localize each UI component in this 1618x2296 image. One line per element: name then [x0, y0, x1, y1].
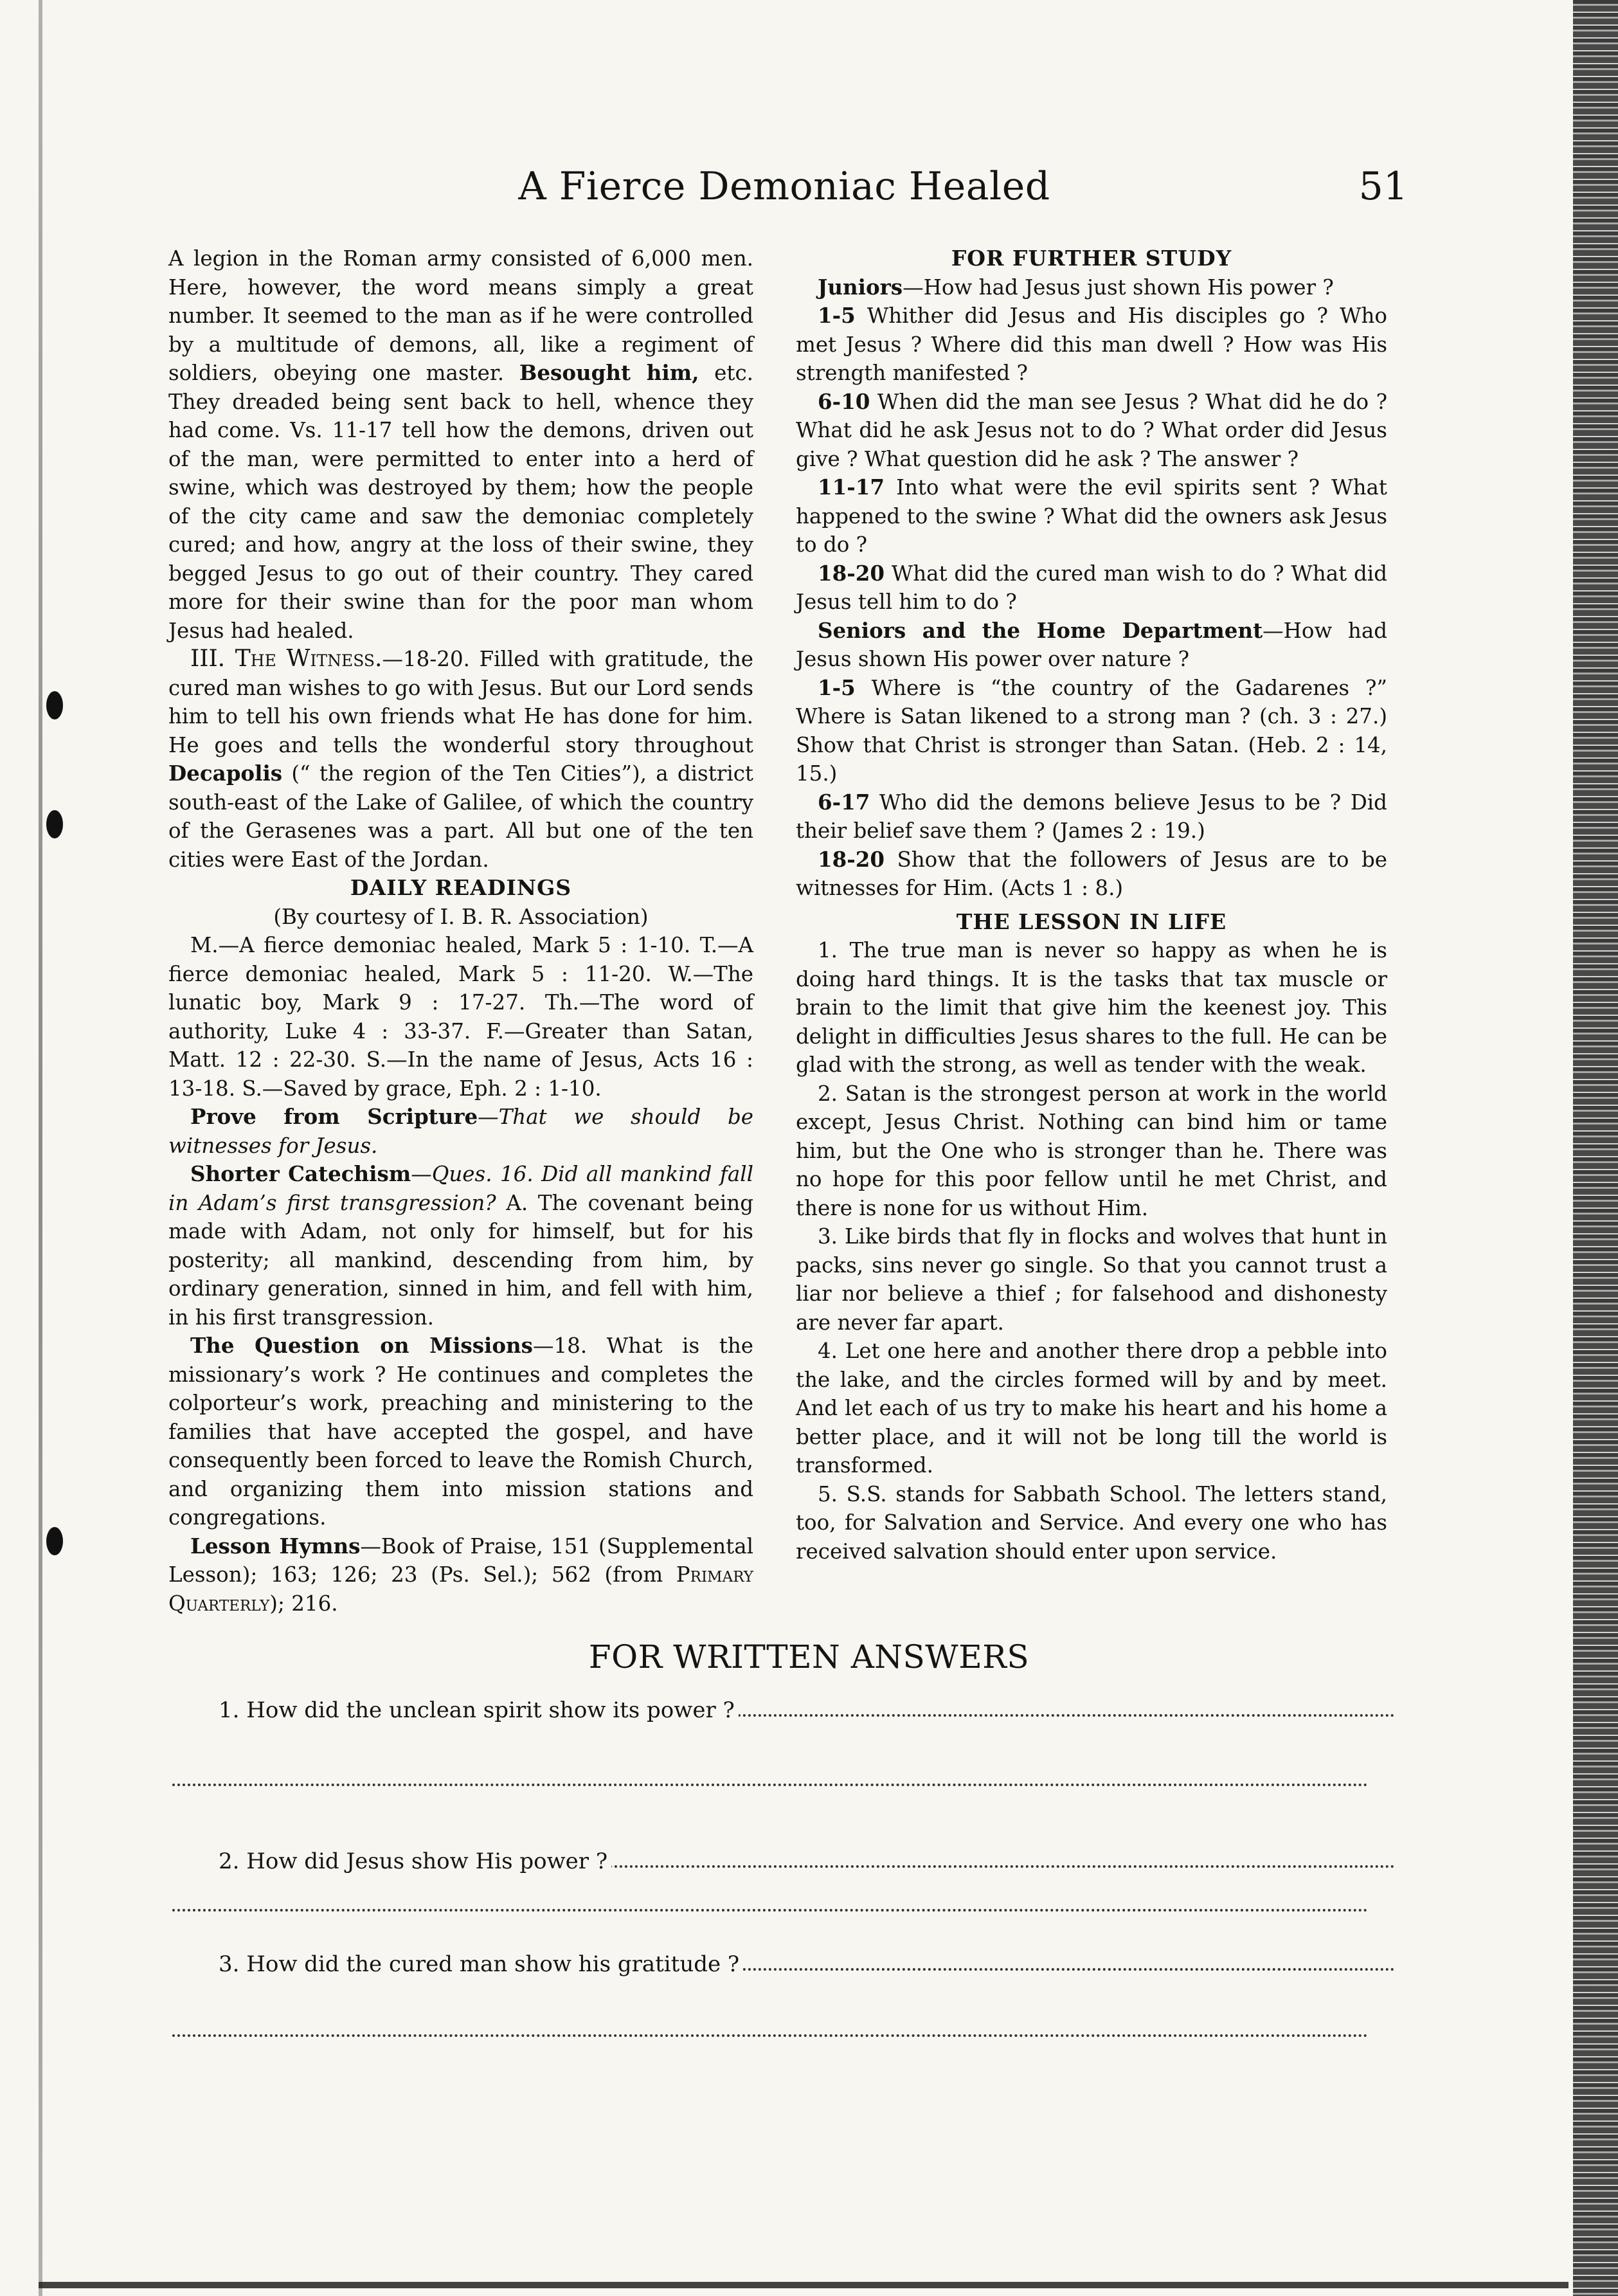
bold-term: Besought him,	[519, 360, 699, 385]
study-question	[796, 788, 1387, 845]
section-label: The Question on Missions	[190, 1333, 533, 1358]
left-column	[168, 244, 753, 1618]
question-number: —Ques. 16.	[411, 1162, 534, 1186]
paragraph-text: (“ the region of the Ten Cities”), a district south-east of the Lake of Galilee, of which the country of the Gerasenes was a part. All but one of the ten cities were East of the Jordan.	[168, 761, 753, 872]
paragraph-text: —That we should be witnesses for Jesus.	[168, 1105, 753, 1158]
missions-paragraph	[168, 1332, 753, 1532]
right-column	[796, 244, 1387, 1566]
binding-edge	[1573, 0, 1618, 2296]
page-title: A Fierce Demoniac Healed	[518, 164, 1050, 209]
witness-paragraph	[168, 645, 753, 874]
study-question	[796, 388, 1387, 474]
life-point: 3. Like birds that fly in flocks and wolves that hunt in packs, sins never go single. So that you cannot trust a liar nor believe a thief ; for falsehood and dishonesty are never far apart.	[796, 1224, 1387, 1335]
small-caps-title: Primary Quarterly	[168, 1562, 753, 1616]
written-question-2	[219, 1849, 1395, 1874]
further-study-heading: FOR FURTHER STUDY	[951, 246, 1232, 271]
study-question	[796, 559, 1387, 617]
written-question-3	[219, 1951, 1395, 1977]
page-bottom-edge	[39, 2282, 1569, 2288]
paragraph-text: —Book of Praise, 151 (Supplemental Lesson); 163; 126; 23 (Ps. Sel.); 562 (from	[168, 1533, 753, 1587]
paragraph-text: Whither did Jesus and His disciples go ? Who met Jesus ? Where did this man dwell ? How was His strength manifested ?	[796, 303, 1387, 385]
paragraph-text: When did the man see Jesus ? What did he do ? What did he ask Jesus not to do ? What order did Jesus give ? What question did he ask ? The answer ?	[796, 389, 1387, 471]
question-text: 3. How did the cured man show his gratitude ?	[219, 1951, 743, 1977]
section-label: Shorter Catechism	[190, 1161, 411, 1186]
answer-line	[172, 1781, 1368, 1786]
daily-readings-heading: DAILY READINGS	[350, 875, 572, 900]
section-label: Prove from Scripture	[190, 1104, 478, 1129]
punch-hole	[46, 810, 63, 838]
section-label: Seniors and the Home Department	[818, 617, 1263, 643]
legion-paragraph	[168, 244, 753, 645]
study-question	[796, 302, 1387, 388]
paragraph-text: ); 216.	[269, 1591, 338, 1616]
page-number: 51	[1358, 164, 1408, 209]
verse-ref: 11-17	[818, 475, 885, 500]
study-question	[796, 674, 1387, 788]
written-answers-heading: FOR WRITTEN ANSWERS	[588, 1638, 1030, 1676]
answer-line	[172, 2032, 1368, 2037]
life-point: 4. Let one here and another there drop a pebble into the lake, and the circles formed will by and by meet. And let each of us try to make his heart and his home a better place, and it will not be long till the world is transformed.	[796, 1339, 1387, 1478]
answer-line	[172, 1906, 1368, 1912]
paragraph-text: What did the cured man wish to do ? What did Jesus tell him to do ?	[796, 561, 1387, 614]
seniors-paragraph	[796, 617, 1387, 674]
question-text: 2. How did Jesus show His power ?	[219, 1849, 611, 1874]
paragraph-text: —How had Jesus just shown His power ?	[903, 275, 1334, 300]
life-point: 5. S.S. stands for Sabbath School. The letters stand, too, for Salvation and Service. And every one who has received salvation should enter upon service.	[796, 1481, 1387, 1564]
section-label: Lesson Hymns	[190, 1533, 361, 1559]
study-question	[796, 845, 1387, 903]
verse-ref: 6-10	[818, 388, 870, 414]
hymns-paragraph	[168, 1532, 753, 1618]
question-text: 1. How did the unclean spirit show its power ?	[219, 1697, 739, 1723]
catechism-paragraph	[168, 1160, 753, 1332]
catechism-answer: A. The covenant being made with Adam, not only for himself, but for his posterity; all mankind, descending from him, by ordinary generation, sinned in him, and fell with him, in his first transgression.	[168, 1190, 753, 1330]
paragraph-text: —How had Jesus shown His power over nature ?	[796, 618, 1387, 671]
written-question-1	[219, 1697, 1395, 1723]
punch-hole	[46, 1527, 63, 1555]
running-header	[174, 164, 1408, 215]
verse-ref: 18-20	[818, 560, 885, 586]
bold-term: Decapolis	[168, 761, 283, 786]
verse-ref: 18-20	[818, 846, 885, 872]
daily-readings-credit: (By courtesy of I. B. R. Association)	[273, 904, 649, 929]
study-question	[796, 473, 1387, 559]
verse-ref: 1-5	[818, 674, 856, 700]
paragraph-text: Show that the followers of Jesus are to be witnesses for Him. (Acts 1 : 8.)	[796, 847, 1387, 900]
verse-ref: —18-20.	[382, 647, 470, 671]
verse-ref: 1-5	[818, 303, 856, 328]
prove-paragraph	[168, 1103, 753, 1160]
daily-readings-list: M.—A fierce demoniac healed, Mark 5 : 1-10. T.—A fierce demoniac healed, Mark 5 : 11-20. W.—The lunatic boy, Mark 9 : 17-27. Th.—The word of authority, Luke 4 : 33-37. F.—Greater than Satan, Matt. 12 : 22-30. S.—In the name of Jesus, Acts 16 : 13-18. S.—Saved by grace, Eph. 2 : 1-10.	[168, 933, 753, 1101]
page-left-edge	[39, 0, 42, 2296]
paragraph-text: etc. They dreaded being sent back to hell, whence they had come. Vs. 11-17 tell how the demons, driven out of the man, were permitted to enter into a herd of swine, which was destroyed by them; how the people of the city came and saw the demoniac completely cured; and how, angry at the loss of their swine, they begged Jesus to go out of their country. They cared more for their swine than for the poor man whom Jesus had healed.	[168, 361, 753, 643]
catechism-question: Did all mankind fall in Adam’s first transgression?	[168, 1162, 754, 1215]
life-point: 2. Satan is the strongest person at work in the world except, Jesus Christ. Nothing can bind him or tame him, but the One who is stronger than he. There was no hope for this poor fellow until he met Christ, and there is none for us without Him.	[796, 1081, 1387, 1220]
lesson-in-life-heading: THE LESSON IN LIFE	[956, 908, 1227, 934]
juniors-paragraph	[796, 273, 1387, 302]
paragraph-text: Who did the demons believe Jesus to be ? Did their belief save them ? (James 2 : 19.)	[796, 790, 1387, 843]
section-label: III. The Witness.	[190, 646, 382, 672]
verse-ref: 6-17	[818, 789, 870, 815]
section-label: Juniors	[818, 274, 903, 300]
paragraph-text: Where is “the country of the Gadarenes ?” Where is Satan likened to a strong man ? (ch. 3 : 27.) Show that Christ is stronger than Satan. (Heb. 2 : 14, 15.)	[796, 675, 1387, 786]
life-point: 1. The true man is never so happy as when he is doing hard things. It is the tasks that tax muscle or brain to the limit that give him the keenest joy. This delight in difficulties Jesus shares to the full. He can be glad with the strong, as well as tender with the weak.	[796, 938, 1387, 1077]
paragraph-text: Filled with gratitude, the cured man wishes to go with Jesus. But our Lord sends him to tell his own friends what He has done for him. He goes and tells the wonderful story throughout	[168, 647, 753, 757]
paragraph-text: A legion in the Roman army consisted of 6,000 men. Here, however, the word means simply a great number. It seemed to the man as if he were controlled by a multitude of demons, all, like a regiment of soldiers, obeying one master.	[168, 246, 753, 385]
paragraph-text: —18. What is the missionary’s work ? He continues and completes the colporteur’s work, preaching and ministering to the families that have accepted the gospel, and have consequently been forced to leave the Romish Church, and organizing them into mission stations and congregations.	[168, 1333, 753, 1530]
paragraph-text: Into what were the evil spirits sent ? What happened to the swine ? What did the owners ask Jesus to do ?	[796, 475, 1387, 557]
punch-hole	[46, 691, 63, 719]
